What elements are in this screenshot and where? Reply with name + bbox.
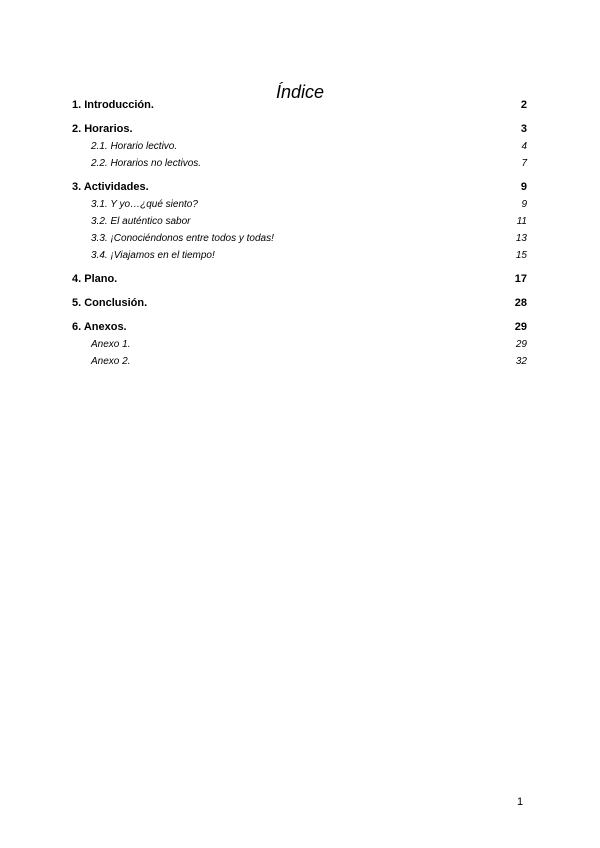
- toc-subentry[interactable]: [72, 230, 527, 247]
- page-number: 1: [517, 796, 524, 808]
- toc-entry[interactable]: [72, 179, 527, 196]
- toc-subentry[interactable]: [72, 155, 527, 172]
- toc-subentry[interactable]: [72, 138, 527, 155]
- toc-subentry-page: 29: [515, 339, 527, 350]
- toc-entry-page: 17: [514, 273, 527, 285]
- toc-section-actividades: [72, 179, 527, 264]
- toc-section-anexos: [72, 319, 527, 370]
- toc-subentry[interactable]: [72, 247, 527, 264]
- toc-subentry-label: Anexo 2.: [91, 356, 131, 367]
- toc-section-horarios: [72, 121, 527, 172]
- toc-entry-label: 6. Anexos.: [72, 321, 127, 333]
- toc-entry-label: 2. Horarios.: [72, 123, 133, 135]
- toc-entry-label: 4. Plano.: [72, 273, 118, 285]
- toc-subentry-label: Anexo 1.: [91, 339, 131, 350]
- toc-subentry-label: 3.2. El auténtico sabor: [91, 216, 191, 227]
- toc-subentry[interactable]: [72, 196, 527, 213]
- toc-section-conclusion: [72, 295, 527, 312]
- toc-subentry-label: 3.1. Y yo…¿qué siento?: [91, 199, 198, 210]
- toc-section-introduccion: [72, 97, 527, 114]
- toc-entry-page: 2: [520, 99, 527, 111]
- toc-subentry-page: 11: [516, 216, 527, 227]
- toc-entry[interactable]: [72, 319, 527, 336]
- toc-subentry-page: 9: [521, 199, 527, 210]
- toc-entry-page: 3: [520, 123, 527, 135]
- toc-entry-label: 1. Introducción.: [72, 99, 154, 111]
- toc-entry-label: 5. Conclusión.: [72, 297, 148, 309]
- toc-entry-page: 29: [514, 321, 527, 333]
- toc-entry[interactable]: [72, 121, 527, 138]
- toc-subentry-page: 15: [515, 250, 527, 261]
- toc-section-plano: [72, 271, 527, 288]
- toc-subentry[interactable]: [72, 353, 527, 370]
- toc-subentry-label: 3.4. ¡Viajamos en el tiempo!: [91, 250, 215, 261]
- toc-subentry-label: 2.1. Horario lectivo.: [91, 141, 178, 152]
- toc-subentry[interactable]: [72, 336, 527, 353]
- toc-entry[interactable]: [72, 97, 527, 114]
- page-title: Índice: [275, 82, 325, 103]
- toc-subentry[interactable]: [72, 213, 527, 230]
- toc-subentry-page: 7: [521, 158, 527, 169]
- toc-subentry-label: 3.3. ¡Conociéndonos entre todos y todas!: [91, 233, 274, 244]
- toc-entry-label: 3. Actividades.: [72, 181, 149, 193]
- toc-entry[interactable]: [72, 271, 527, 288]
- toc-entry-page: 9: [520, 181, 527, 193]
- toc-subentry-page: 13: [515, 233, 527, 244]
- toc-entry-page: 28: [514, 297, 527, 309]
- toc-subentry-page: 4: [521, 141, 527, 152]
- toc-entry[interactable]: [72, 295, 527, 312]
- table-of-contents: [72, 97, 527, 377]
- toc-subentry-page: 32: [515, 356, 527, 367]
- toc-subentry-label: 2.2. Horarios no lectivos.: [91, 158, 202, 169]
